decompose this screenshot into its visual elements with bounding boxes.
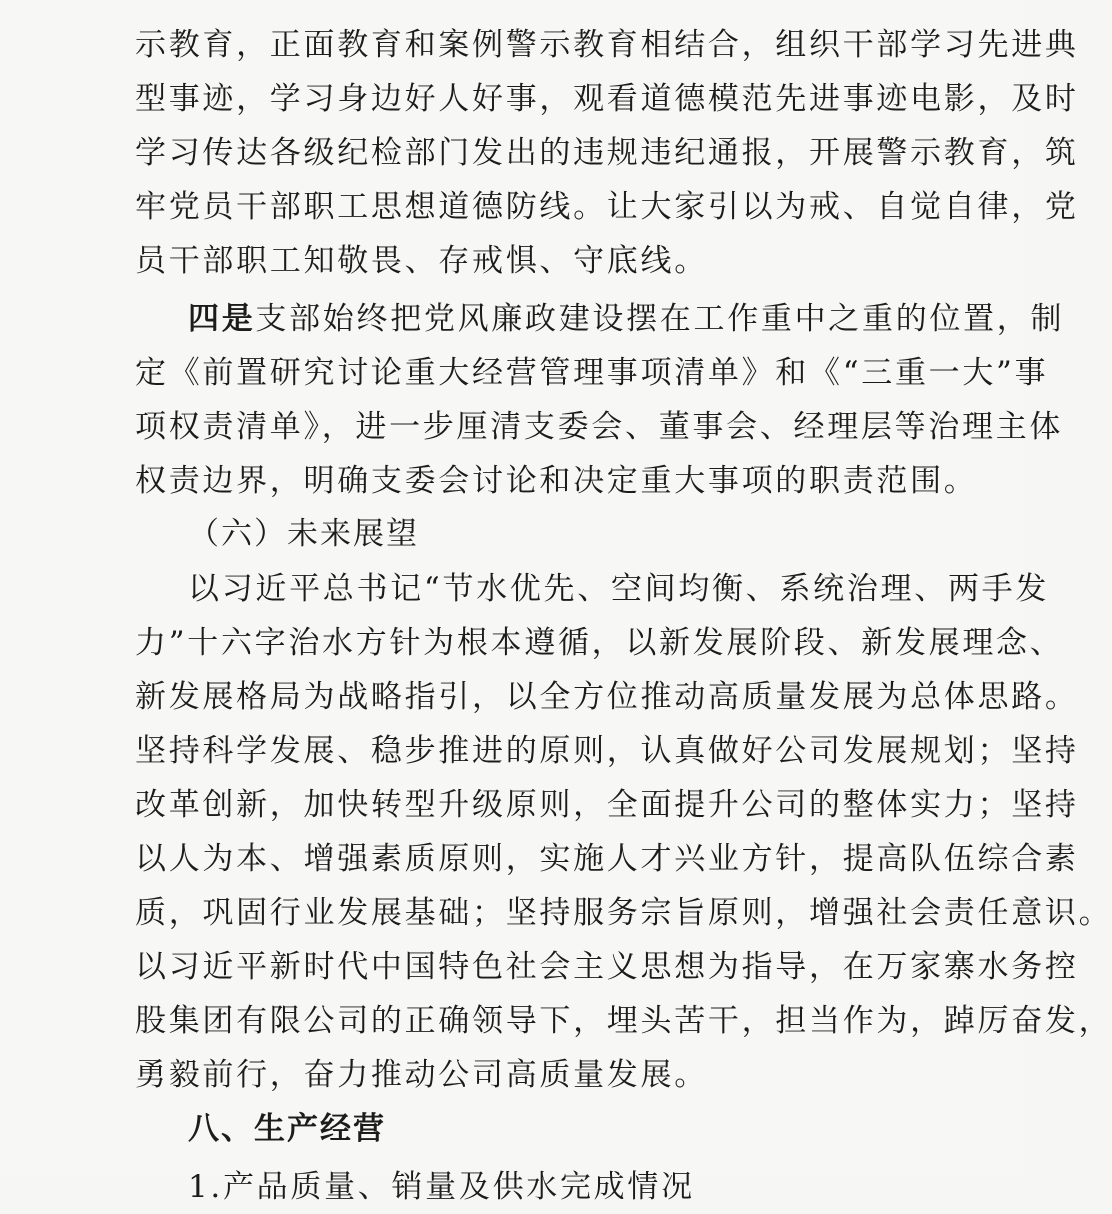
- text-line: 定《前置研究讨论重大经营管理事项清单》和《“三重一大”事: [135, 355, 1049, 391]
- text-line: 以习近平新时代中国特色社会主义思想为指导，在万家寨水务控: [135, 949, 1079, 985]
- text-line: 员干部职工知敬畏、存戒惧、守底线。: [135, 243, 708, 279]
- text-line: 以人为本、增强素质原则，实施人才兴业方针，提高队伍综合素: [135, 841, 1079, 877]
- text-line: 坚持科学发展、稳步推进的原则，认真做好公司发展规划；坚持: [135, 733, 1079, 769]
- text-line: 股集团有限公司的正确领导下，埋头苦干，担当作为，踔厉奋发，: [135, 1003, 1112, 1039]
- paragraph-four-first-line: [188, 292, 1065, 346]
- paragraph-four-lead: 四是: [188, 301, 256, 337]
- chapter-title: 八、生产经营: [188, 1111, 386, 1147]
- text-line: 改革创新，加快转型升级原则，全面提升公司的整体实力；坚持: [135, 787, 1079, 823]
- text-line: 权责边界，明确支委会讨论和决定重大事项的职责范围。: [135, 463, 978, 499]
- paragraph-four-first-rest: 支部始终把党风廉政建设摆在工作重中之重的位置，制: [255, 301, 1065, 337]
- text-line: 学习传达各级纪检部门发出的违规违纪通报，开展警示教育，筑: [135, 135, 1079, 171]
- text-line: 以习近平总书记“节水优先、空间均衡、系统治理、两手发: [188, 571, 1050, 607]
- text-line: 新发展格局为战略指引，以全方位推动高质量发展为总体思路。: [135, 679, 1079, 715]
- text-line: 项权责清单》，进一步厘清支委会、董事会、经理层等治理主体: [135, 409, 1064, 445]
- text-line: 牢党员干部职工思想道德防线。让大家引以为戒、自觉自律，党: [135, 189, 1079, 225]
- text-line: 质，巩固行业发展基础；坚持服务宗旨原则，增强社会责任意识。: [135, 895, 1112, 931]
- text-line: 型事迹，学习身边好人好事，观看道德模范先进事迹电影，及时: [135, 81, 1079, 117]
- text-line: 示教育，正面教育和案例警示教育相结合，组织干部学习先进典: [135, 27, 1079, 63]
- text-line: 勇毅前行，奋力推动公司高质量发展。: [135, 1057, 708, 1093]
- text-line: 力”十六字治水方针为根本遵循，以新发展阶段、新发展理念、: [135, 625, 1064, 661]
- item-title: 1.产品质量、销量及供水完成情况: [188, 1169, 695, 1205]
- section-title: （六）未来展望: [188, 516, 419, 552]
